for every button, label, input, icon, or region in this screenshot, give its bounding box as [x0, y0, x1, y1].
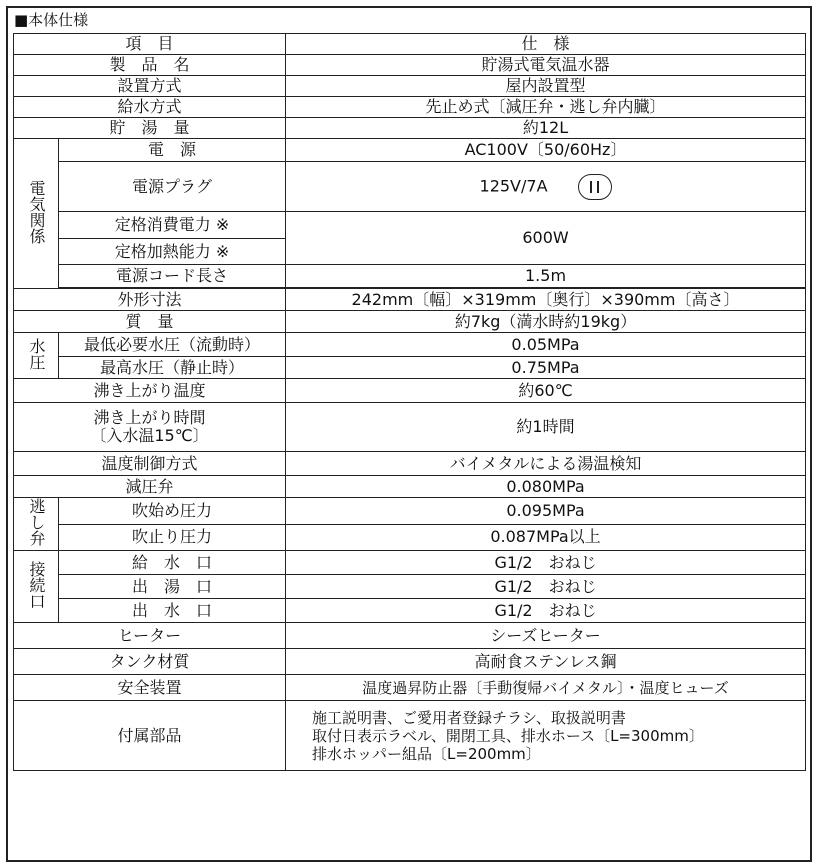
row-value: 0.75MPa: [286, 357, 806, 379]
header-spec: 仕 様: [286, 34, 806, 55]
table-row: [14, 357, 806, 379]
boil-time-label: 沸き上がり時間: [93, 408, 206, 427]
plug-rating: 125V/7A: [479, 176, 548, 195]
row-label: 給水方式: [14, 97, 286, 118]
table-row: [14, 118, 806, 139]
group-label-text: 水圧: [27, 337, 46, 370]
row-value: AC100V〔50/60Hz〕: [286, 139, 806, 162]
section-title: ■本体仕様: [14, 11, 89, 29]
table-row: [14, 333, 806, 357]
accessories-line: 施工説明書、ご愛用者登録チラシ、取扱説明書: [312, 708, 626, 727]
group-label-text: 接続口: [27, 560, 46, 609]
table-row: [14, 524, 806, 551]
row-value: 約60℃: [286, 379, 806, 403]
row-label: 安全装置: [14, 675, 286, 701]
group-label-electrical: [14, 139, 59, 289]
row-label: 温度制御方式: [14, 452, 286, 476]
row-label: 減圧弁: [14, 476, 286, 498]
row-label: 出 水 口: [59, 599, 286, 623]
table-row: [14, 212, 806, 239]
table-row: [14, 403, 806, 452]
row-value: 0.05MPa: [286, 333, 806, 357]
row-label: 吹止り圧力: [59, 524, 286, 551]
table-row: [14, 701, 806, 771]
group-label-text: 電気関係: [27, 179, 46, 244]
table-row: [14, 379, 806, 403]
table-row: [14, 97, 806, 118]
row-value: 屋内設置型: [286, 76, 806, 97]
row-label: 最低必要水圧（流動時）: [59, 333, 286, 357]
row-value: 1.5m: [286, 265, 806, 288]
table-row: [14, 452, 806, 476]
power-plug-icon: [578, 174, 612, 200]
group-label-connection: [14, 551, 59, 623]
row-label: 質 量: [14, 311, 286, 333]
table-row: [14, 599, 806, 623]
table-row: [14, 265, 806, 288]
row-label: 定格消費電力 ※: [59, 212, 286, 239]
table-row: [14, 476, 806, 498]
row-value: [286, 162, 806, 212]
row-value: G1/2 おねじ: [286, 599, 806, 623]
row-value: 温度過昇防止器〔手動復帰バイメタル〕・温度ヒューズ: [286, 675, 806, 701]
row-value: 0.080MPa: [286, 476, 806, 498]
row-value: 約7kg（満水時約19kg）: [286, 311, 806, 333]
row-value: G1/2 おねじ: [286, 575, 806, 599]
row-label: 沸き上がり温度: [14, 379, 286, 403]
row-value: 約1時間: [286, 403, 806, 452]
row-label: 給 水 口: [59, 551, 286, 575]
row-value: 高耐食ステンレス鋼: [286, 649, 806, 675]
table-row: [14, 289, 806, 311]
row-label: タンク材質: [14, 649, 286, 675]
row-value: G1/2 おねじ: [286, 551, 806, 575]
row-label: 電源コード長さ: [59, 265, 286, 288]
table-row: [14, 162, 806, 212]
header-item: 項 目: [14, 34, 286, 55]
row-label: 外形寸法: [14, 289, 286, 311]
row-label: 製 品 名: [14, 55, 286, 76]
row-value: 242mm〔幅〕×319mm〔奥行〕×390mm〔高さ〕: [286, 289, 806, 311]
table-header-row: [14, 34, 806, 55]
row-label: 設置方式: [14, 76, 286, 97]
boil-time-note: 〔入水温15℃〕: [90, 426, 209, 445]
group-label-relief: [14, 498, 59, 551]
row-label: 吹始め圧力: [59, 498, 286, 525]
row-value: シーズヒーター: [286, 623, 806, 649]
row-value: 先止め式〔減圧弁・逃し弁内臓〕: [286, 97, 806, 118]
table-row: [14, 139, 806, 162]
row-value: 貯湯式電気温水器: [286, 55, 806, 76]
row-label: 出 湯 口: [59, 575, 286, 599]
row-label: 最高水圧（静止時）: [59, 357, 286, 379]
accessories-line: 取付日表示ラベル、開閉工具、排水ホース〔L=300mm〕: [312, 726, 704, 745]
group-label-pressure: [14, 333, 59, 379]
row-label: 電源プラグ: [59, 162, 286, 212]
table-row: [14, 575, 806, 599]
spec-table: [13, 33, 806, 771]
table-row: [14, 623, 806, 649]
row-value: バイメタルによる湯温検知: [286, 452, 806, 476]
row-value: 0.095MPa: [286, 498, 806, 525]
table-row: [14, 76, 806, 97]
accessories-line: 排水ホッパー組品〔L=200mm〕: [312, 744, 541, 763]
row-label: 電 源: [59, 139, 286, 162]
table-row: [14, 498, 806, 525]
group-label-text: 逃し弁: [27, 498, 46, 546]
row-value: [286, 701, 806, 771]
row-label: ヒーター: [14, 623, 286, 649]
row-value: 0.087MPa以上: [286, 524, 806, 551]
table-row: [14, 649, 806, 675]
row-label: 定格加熱能力 ※: [59, 239, 286, 265]
table-row: [14, 675, 806, 701]
row-value: 約12L: [286, 118, 806, 139]
table-row: [14, 311, 806, 333]
row-value: 600W: [286, 212, 806, 265]
table-row: [14, 55, 806, 76]
row-label: 付属部品: [14, 701, 286, 771]
row-label: 貯 湯 量: [14, 118, 286, 139]
table-row: [14, 551, 806, 575]
row-label: [14, 403, 286, 452]
